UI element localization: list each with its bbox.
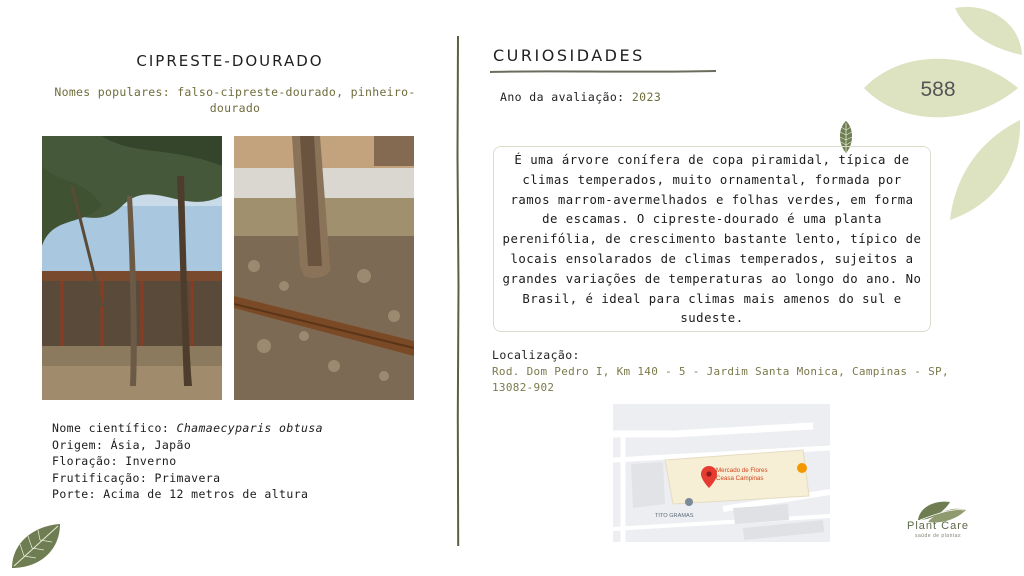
- fact-size-label: Porte:: [52, 487, 96, 501]
- fact-scientific-name: [52, 420, 323, 437]
- logo-tagline: saúde de plantas: [914, 533, 962, 539]
- map-poi-label: TITO GRAMAS: [655, 513, 694, 519]
- fact-origin: [52, 437, 323, 454]
- fact-flowering-label: Floração:: [52, 454, 118, 468]
- fact-fruiting: [52, 470, 323, 487]
- fact-origin-value: Ásia, Japão: [110, 437, 192, 452]
- evaluation-number-badge: 588: [920, 78, 956, 101]
- fact-size-value: Acima de 12 metros de altura: [103, 487, 309, 501]
- title-underline: [490, 68, 716, 76]
- column-divider: [456, 36, 460, 546]
- map-poi-marker-icon: [685, 498, 693, 506]
- fact-scientific-label: Nome científico:: [52, 421, 170, 435]
- tree-photo-canopy: [42, 136, 222, 400]
- fact-flowering-value: Inverno: [125, 454, 177, 468]
- evaluation-year-value: 2023: [631, 90, 662, 104]
- curiosities-title: CURIOSIDADES: [493, 46, 645, 65]
- evaluation-year: [500, 90, 661, 104]
- location-label: Localização:: [492, 348, 580, 362]
- location-value: Rod. Dom Pedro I, Km 140 - 5 - Jardim Santa Monica, Campinas - SP, 13082-902: [492, 365, 949, 394]
- map-place-line1: Mercado de Flores: [716, 467, 768, 474]
- popular-names-label: Nomes populares:: [54, 85, 170, 99]
- description-text: É uma árvore conífera de copa piramidal, típica de climas temperados, muito ornamental, formada por ramos marrom-avermelhados e folhas verdes, em forma de escamas. O cipreste-dourado é uma planta perenifólia, de crescimento bastante lento, típico de locais ensolarados de climas temperados, sujeitos a grandes variações de temperaturas ao longo do ano. No Brasil, é ideal para climas mais amenos do sul e sudeste.: [502, 153, 922, 326]
- popular-names-value: falso-cipreste-dourado, pinheiro-dourado: [177, 85, 416, 115]
- fact-flowering: [52, 453, 323, 470]
- fact-size: [52, 486, 323, 503]
- fact-origin-label: Origem:: [52, 437, 104, 452]
- tree-trunk-photo: [234, 136, 414, 400]
- fact-scientific-value: Chamaecyparis obtusa: [176, 421, 323, 435]
- evaluation-year-label: Ano da avaliação:: [500, 90, 625, 104]
- plant-title: CIPRESTE-DOURADO: [136, 52, 324, 70]
- logo-name: Plant Care: [907, 520, 969, 532]
- map-food-poi-icon: [797, 463, 807, 473]
- corner-leaf-icon: [8, 520, 64, 572]
- popular-names: [46, 84, 424, 116]
- map-place-line2: Ceasa Campinas: [716, 475, 764, 482]
- location-map[interactable]: [613, 404, 830, 542]
- description-box: [493, 146, 931, 332]
- fact-fruiting-label: Frutificação:: [52, 470, 148, 485]
- fact-fruiting-value: Primavera: [154, 470, 221, 485]
- plant-facts: [52, 420, 323, 503]
